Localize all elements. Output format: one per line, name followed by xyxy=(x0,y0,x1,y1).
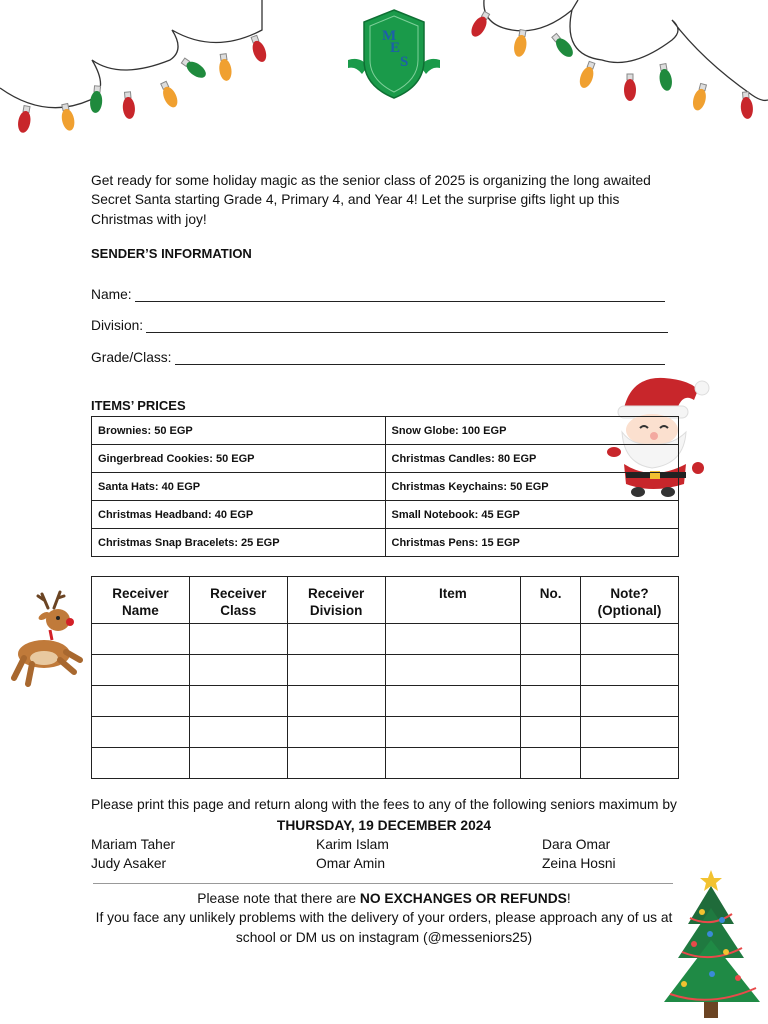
footer-divider xyxy=(93,883,673,884)
order-cell[interactable] xyxy=(287,686,385,717)
intro-paragraph: Get ready for some holiday magic as the senior class of 2025 is organizing the long awaited Secret Santa starting Grade 4, Primary 4, and Year 4! Let the surprise gifts light up this Christmas with joy! xyxy=(91,173,651,227)
receiver-division-header: Receiver Division xyxy=(287,577,385,624)
item-header: Item xyxy=(385,577,521,624)
table-row xyxy=(92,748,679,779)
logo-letter-s: S xyxy=(400,54,409,70)
order-cell[interactable] xyxy=(287,655,385,686)
problems-notice-line-2: school or DM us on instagram (@messeniors25) xyxy=(235,930,533,945)
price-cell: Christmas Snap Bracelets: 25 EGP xyxy=(92,529,386,557)
order-cell[interactable] xyxy=(521,655,581,686)
order-cell[interactable] xyxy=(521,686,581,717)
order-form-table xyxy=(91,576,679,779)
grade-class-input-line[interactable] xyxy=(175,351,665,365)
grade-class-field[interactable] xyxy=(91,347,665,365)
problems-notice-line-1: If you face any unlikely problems with the delivery of your orders, please approach any of us at xyxy=(95,910,673,925)
order-cell[interactable] xyxy=(189,686,287,717)
price-cell: Christmas Headband: 40 EGP xyxy=(92,501,386,529)
order-cell[interactable] xyxy=(287,624,385,655)
order-cell[interactable] xyxy=(287,717,385,748)
order-cell[interactable] xyxy=(581,748,679,779)
order-cell[interactable] xyxy=(521,748,581,779)
senior-name: Omar Amin xyxy=(316,856,385,871)
senior-name: Mariam Taher xyxy=(91,837,176,852)
order-cell[interactable] xyxy=(521,717,581,748)
no-exchange-emphasis: NO EXCHANGES OR REFUNDS xyxy=(359,891,567,906)
table-row xyxy=(92,686,679,717)
table-row xyxy=(92,529,679,557)
order-cell[interactable] xyxy=(385,655,521,686)
division-input-line[interactable] xyxy=(146,319,668,333)
order-cell[interactable] xyxy=(92,686,190,717)
order-cell[interactable] xyxy=(189,655,287,686)
christmas-lights-right-icon xyxy=(462,0,768,140)
senior-name: Dara Omar xyxy=(542,837,611,852)
table-header-row xyxy=(92,577,679,624)
items-prices-table xyxy=(91,416,679,557)
price-cell: Santa Hats: 40 EGP xyxy=(92,473,386,501)
order-cell[interactable] xyxy=(385,686,521,717)
name-label: Name: xyxy=(91,287,132,302)
items-prices-heading: ITEMS’ PRICES xyxy=(91,398,186,413)
table-row xyxy=(92,501,679,529)
name-field[interactable] xyxy=(91,284,665,302)
order-cell[interactable] xyxy=(92,717,190,748)
order-cell[interactable] xyxy=(581,717,679,748)
return-instructions: Please print this page and return along with the fees to any of the following seniors maximum by xyxy=(91,797,677,812)
senior-name: Karim Islam xyxy=(316,837,389,852)
table-row xyxy=(92,624,679,655)
deadline-date: THURSDAY, 19 DECEMBER 2024 xyxy=(276,818,492,833)
name-input-line[interactable] xyxy=(135,288,665,302)
seniors-column-1 xyxy=(91,835,175,873)
no-exchange-notice: Please note that there are NO EXCHANGES OR REFUNDS! xyxy=(197,891,571,906)
table-row xyxy=(92,445,679,473)
order-cell[interactable] xyxy=(581,624,679,655)
note-header: Note? (Optional) xyxy=(581,577,679,624)
table-row xyxy=(92,717,679,748)
senior-name: Zeina Hosni xyxy=(542,856,616,871)
table-row xyxy=(92,417,679,445)
price-cell: Christmas Keychains: 50 EGP xyxy=(385,473,679,501)
order-cell[interactable] xyxy=(385,717,521,748)
quantity-header: No. xyxy=(521,577,581,624)
sender-info-heading: SENDER’S INFORMATION xyxy=(91,246,252,261)
order-cell[interactable] xyxy=(189,748,287,779)
order-cell[interactable] xyxy=(581,686,679,717)
order-cell[interactable] xyxy=(92,748,190,779)
seniors-column-2 xyxy=(316,835,389,873)
order-cell[interactable] xyxy=(581,655,679,686)
receiver-class-header: Receiver Class xyxy=(189,577,287,624)
price-cell: Small Notebook: 45 EGP xyxy=(385,501,679,529)
christmas-lights-left-icon xyxy=(0,0,280,150)
order-cell[interactable] xyxy=(189,624,287,655)
order-cell[interactable] xyxy=(92,655,190,686)
logo-letter-e: E xyxy=(390,40,401,56)
school-logo xyxy=(346,8,442,102)
order-cell[interactable] xyxy=(189,717,287,748)
price-cell: Gingerbread Cookies: 50 EGP xyxy=(92,445,386,473)
order-cell[interactable] xyxy=(385,624,521,655)
receiver-name-header: Receiver Name xyxy=(92,577,190,624)
division-label: Division: xyxy=(91,318,144,333)
price-cell: Brownies: 50 EGP xyxy=(92,417,386,445)
price-cell: Christmas Candles: 80 EGP xyxy=(385,445,679,473)
seniors-column-3 xyxy=(542,835,616,873)
table-row xyxy=(92,655,679,686)
senior-name: Judy Asaker xyxy=(91,856,167,871)
grade-class-label: Grade/Class: xyxy=(91,350,172,365)
table-row xyxy=(92,473,679,501)
reindeer-icon xyxy=(10,588,84,688)
price-cell: Christmas Pens: 15 EGP xyxy=(385,529,679,557)
division-field[interactable] xyxy=(91,315,668,333)
order-cell[interactable] xyxy=(92,624,190,655)
order-cell[interactable] xyxy=(521,624,581,655)
price-cell: Snow Globe: 100 EGP xyxy=(385,417,679,445)
logo-letter-m: M xyxy=(382,28,397,44)
order-cell[interactable] xyxy=(287,748,385,779)
order-cell[interactable] xyxy=(385,748,521,779)
